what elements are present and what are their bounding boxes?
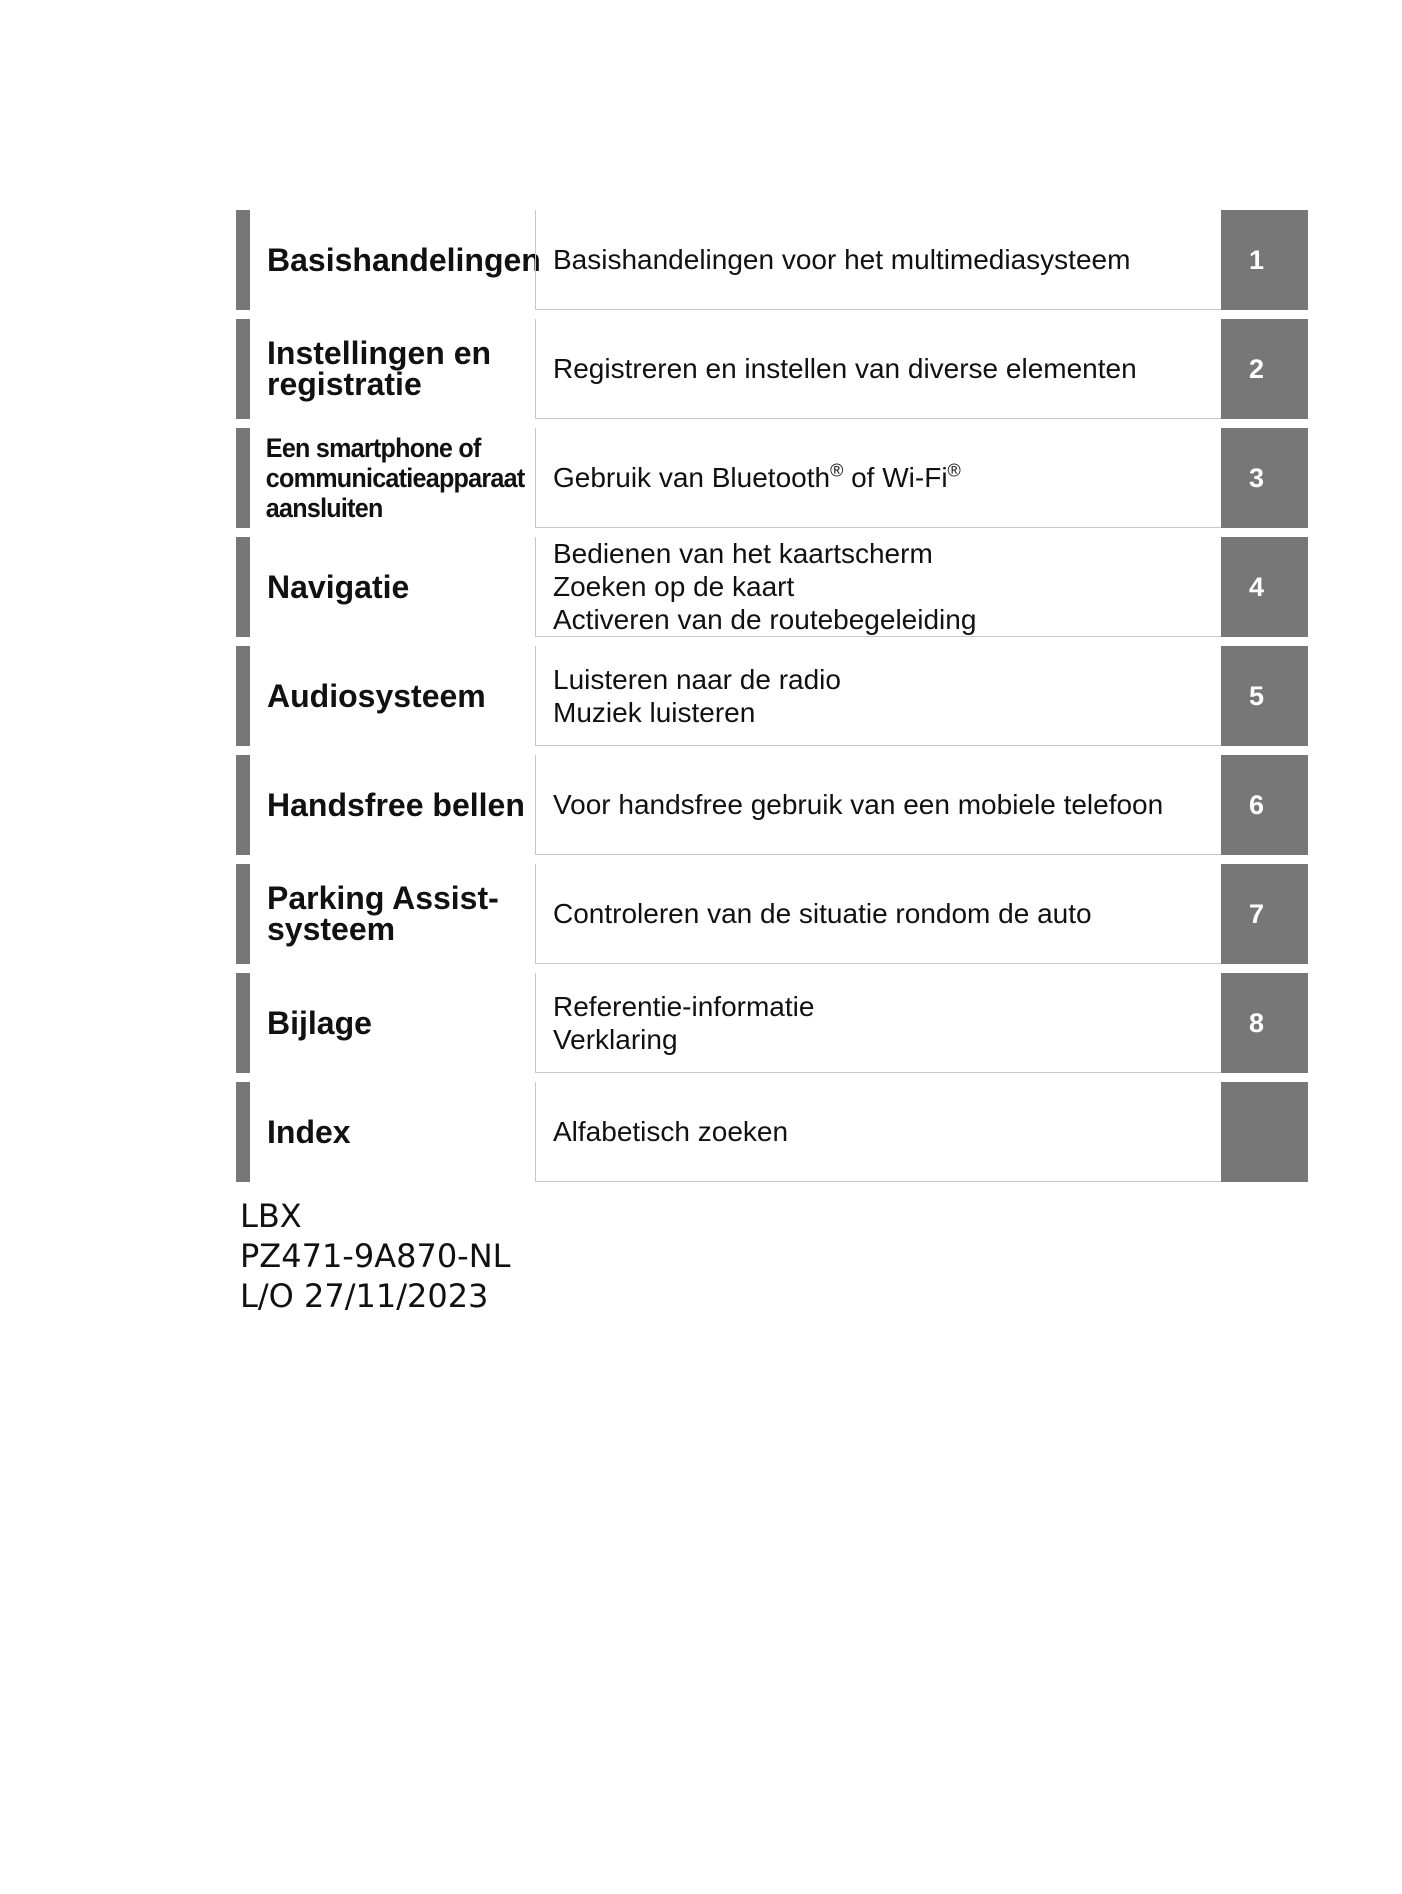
- content-line[interactable]: Zoeken op de kaart: [553, 571, 795, 602]
- content-line[interactable]: Basishandelingen voor het multimediasysteem: [553, 244, 1131, 275]
- section-title[interactable]: Index: [267, 1113, 351, 1150]
- section-contents: [535, 973, 1221, 1073]
- section-title[interactable]: Een smartphone of communicatieapparaat aansluiten: [265, 433, 525, 523]
- registered-mark: ®: [947, 460, 961, 481]
- section-contents: [535, 428, 1221, 528]
- section-contents: [535, 210, 1221, 310]
- section-title[interactable]: Bijlage: [267, 1004, 372, 1041]
- chapter-tab[interactable]: 6: [1221, 755, 1308, 855]
- toc-row-1[interactable]: [236, 210, 1308, 310]
- table-of-contents: [236, 210, 1308, 1191]
- content-line[interactable]: Gebruik van Bluetooth® of Wi-Fi®: [553, 460, 961, 493]
- toc-row-3[interactable]: [236, 428, 1308, 528]
- toc-row-2[interactable]: [236, 319, 1308, 419]
- model-name: LBX: [240, 1197, 302, 1235]
- content-line[interactable]: Verklaring: [553, 1023, 678, 1055]
- section-title[interactable]: Audiosysteem: [267, 677, 486, 714]
- section-title[interactable]: Instellingen en registratie: [267, 335, 492, 402]
- content-line[interactable]: Muziek luisteren: [553, 696, 756, 728]
- content-line[interactable]: Activeren van de routebegeleiding: [553, 604, 977, 635]
- chapter-tab[interactable]: 1: [1221, 210, 1308, 310]
- toc-row-8[interactable]: [236, 973, 1308, 1073]
- toc-row-4[interactable]: [236, 537, 1308, 637]
- chapter-tab[interactable]: 5: [1221, 646, 1308, 746]
- content-line[interactable]: Voor handsfree gebruik van een mobiele telefoon: [553, 789, 1164, 820]
- toc-row-7[interactable]: [236, 864, 1308, 964]
- chapter-tab[interactable]: [1221, 1082, 1308, 1182]
- section-marker-bar: [236, 973, 250, 1073]
- toc-row-5[interactable]: [236, 646, 1308, 746]
- registered-mark: ®: [830, 460, 844, 481]
- content-line[interactable]: Referentie-informatie: [553, 990, 815, 1022]
- chapter-tab[interactable]: 2: [1221, 319, 1308, 419]
- chapter-tab[interactable]: 4: [1221, 537, 1308, 637]
- section-contents: [535, 319, 1221, 419]
- section-title[interactable]: Navigatie: [267, 568, 410, 605]
- section-marker-bar: [236, 210, 250, 310]
- section-marker-bar: [236, 428, 250, 528]
- section-marker-bar: [236, 646, 250, 746]
- section-title[interactable]: Basishandelingen: [267, 241, 541, 278]
- section-marker-bar: [236, 319, 250, 419]
- part-number: PZ471-9A870-NL: [240, 1237, 511, 1275]
- section-marker-bar: [236, 537, 250, 637]
- section-title[interactable]: Handsfree bellen: [267, 786, 525, 823]
- content-line[interactable]: Luisteren naar de radio: [553, 663, 841, 695]
- layout-date: L/O 27/11/2023: [240, 1277, 489, 1315]
- section-contents: [535, 646, 1221, 746]
- toc-row-index[interactable]: [236, 1082, 1308, 1182]
- content-line[interactable]: Registreren en instellen van diverse elementen: [553, 353, 1137, 384]
- chapter-tab[interactable]: 7: [1221, 864, 1308, 964]
- content-line[interactable]: Bedienen van het kaartscherm: [553, 538, 933, 569]
- section-marker-bar: [236, 755, 250, 855]
- section-contents: [535, 755, 1221, 855]
- section-marker-bar: [236, 1082, 250, 1182]
- content-line[interactable]: Alfabetisch zoeken: [553, 1116, 789, 1147]
- document-footer: [240, 1196, 510, 1316]
- section-marker-bar: [236, 864, 250, 964]
- content-line[interactable]: Controleren van de situatie rondom de auto: [553, 898, 1092, 929]
- section-contents: [535, 537, 1221, 637]
- chapter-tab[interactable]: 3: [1221, 428, 1308, 528]
- toc-row-6[interactable]: [236, 755, 1308, 855]
- section-contents: [535, 1082, 1221, 1182]
- section-title[interactable]: Parking Assist-systeem: [267, 880, 499, 947]
- section-contents: [535, 864, 1221, 964]
- chapter-tab[interactable]: 8: [1221, 973, 1308, 1073]
